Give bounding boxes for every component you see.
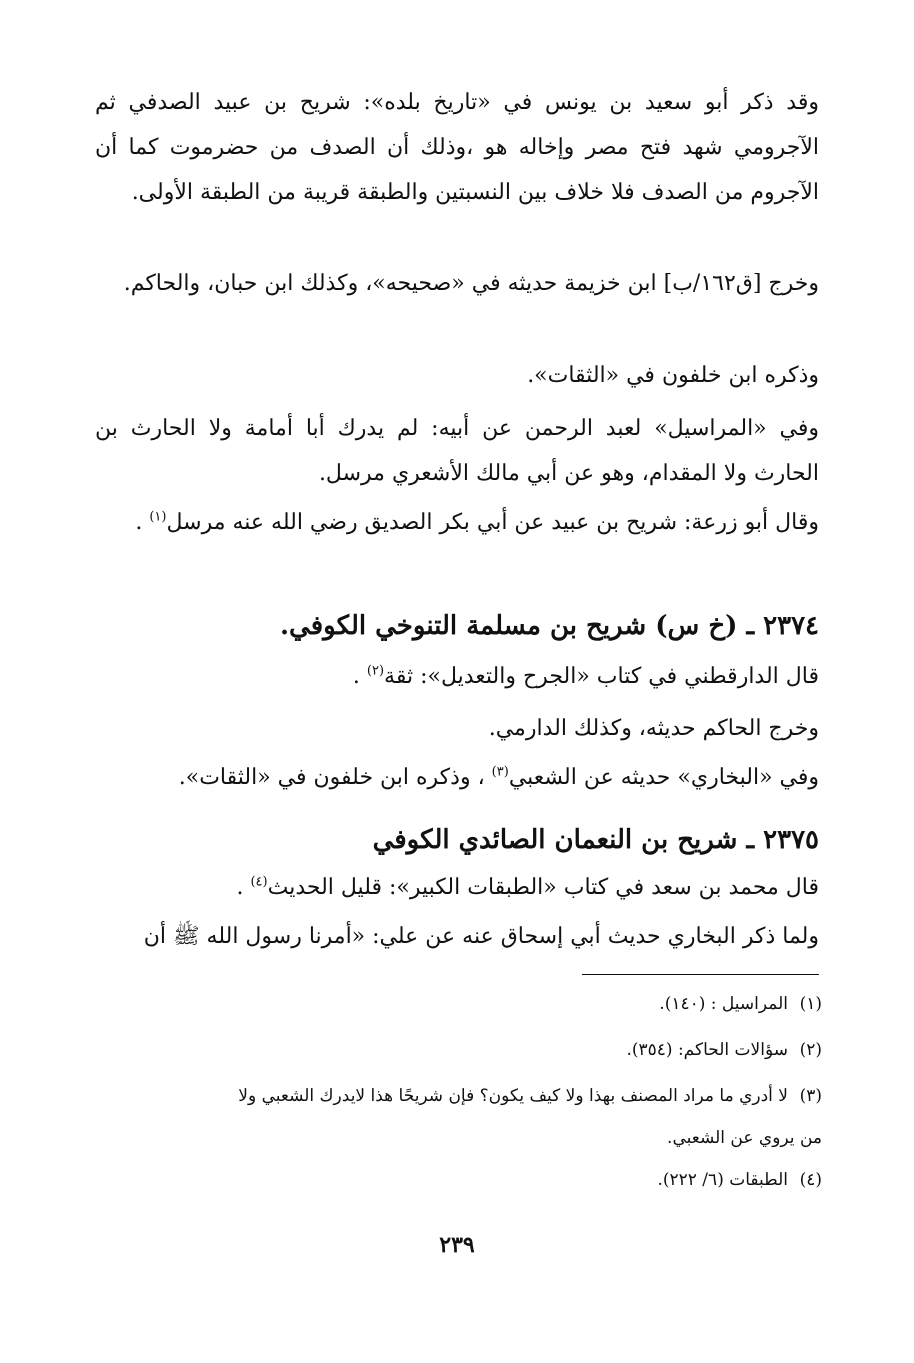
paragraph-abu-zura-text: وقال أبو زرعة: شريح بن عبيد عن أبي بكر الصديق رضي الله عنه مرسل [166, 510, 819, 535]
entry-2375-line-ibn-sad [95, 865, 819, 910]
entry-2374-line-daraqutni [95, 654, 819, 699]
entry-heading-2375: ٢٣٧٥ ـ شريح بن النعمان الصائدي الكوفي [372, 825, 819, 855]
footnote-1 [110, 990, 822, 1018]
entry-2374-line-bukhari-text: وفي «البخاري» حديثه عن الشعبي [508, 765, 819, 790]
footnote-ref-2: (٢) [366, 663, 385, 679]
entry-heading-2374: ٢٣٧٤ ـ (خ س) شريح بن مسلمة التنوخي الكوفي. [280, 611, 819, 641]
footnote-number: (٤) [799, 1170, 822, 1190]
footnote-text: الطبقات (٦/ ٢٢٢). [657, 1170, 788, 1190]
footnote-text: سؤالات الحاكم: (٣٥٤). [626, 1040, 788, 1060]
paragraph-ibn-yunus: وقد ذكر أبو سعيد بن يونس في «تاريخ بلده»: شريح بن عبيد الصدفي ثم الآجرومي شهد فتح مصر وإخاله هو ،وذلك أن الصدف من حضرموت كما أن الآجروم من الصدف فلا خلاف بين النسبتين والطبقة قريبة من الطبقة الأولى. [95, 90, 819, 205]
footnote-text: لا أدري ما مراد المصنف بهذا ولا كيف يكون؟ فإن شريحًا هذا لايدرك الشعبي ولا [238, 1086, 788, 1106]
footnote-number: (٢) [799, 1040, 822, 1060]
footnote-separator [582, 974, 819, 975]
paragraph-abu-zura-end: . [135, 510, 150, 535]
footnote-text: المراسيل : (١٤٠). [659, 994, 788, 1014]
paragraph-abu-zura [95, 500, 819, 545]
page-number: ٢٣٩ [439, 1232, 475, 1258]
footnote-number: (٣) [799, 1086, 822, 1106]
entry-2375-line-ibn-sad-text: قال محمد بن سعد في كتاب «الطبقات الكبير»: قليل الحديث [267, 875, 819, 900]
entry-2375-line-bukhari: ولما ذكر البخاري حديث أبي إسحاق عنه عن علي: «أمرنا رسول الله ﷺ أن [143, 924, 819, 949]
entry-2374-line-bukhari [95, 755, 819, 800]
footnote-ref-4: (٤) [250, 874, 268, 890]
footnote-number: (١) [799, 994, 822, 1014]
entry-2375-line-ibn-sad-end: . [236, 875, 251, 900]
entry-2374-line-bukhari-end: ، وذكره ابن خلفون في «الثقات». [178, 765, 492, 790]
entry-2374-line-hakim: وخرج الحاكم حديثه، وكذلك الدارمي. [488, 716, 819, 741]
paragraph-marasil: وفي «المراسيل» لعبد الرحمن عن أبيه: لم يدرك أبا أمامة ولا الحارث بن الحارث ولا المقدام، وهو عن أبي مالك الأشعري مرسل. [95, 416, 819, 486]
entry-2374-line-daraqutni-text: قال الدارقطني في كتاب «الجرح والتعديل»: ثقة [384, 664, 819, 689]
footnote-2 [110, 1036, 822, 1064]
footnote-ref-3: (٣) [491, 764, 509, 780]
entry-2374-line-daraqutni-end: . [352, 664, 367, 689]
footnote-4 [110, 1166, 822, 1194]
paragraph-ibn-khalfun: وذكره ابن خلفون في «الثقات». [527, 363, 819, 388]
footnote-3-continuation: من يروي عن الشعبي. [667, 1128, 822, 1148]
paragraph-ibn-khuzayma: وخرج [ق١٦٢/ب] ابن خزيمة حديثه في «صحيحه»، وكذلك ابن حبان، والحاكم. [123, 271, 819, 296]
footnote-3 [110, 1082, 822, 1110]
footnote-ref-1: (١) [149, 509, 167, 525]
